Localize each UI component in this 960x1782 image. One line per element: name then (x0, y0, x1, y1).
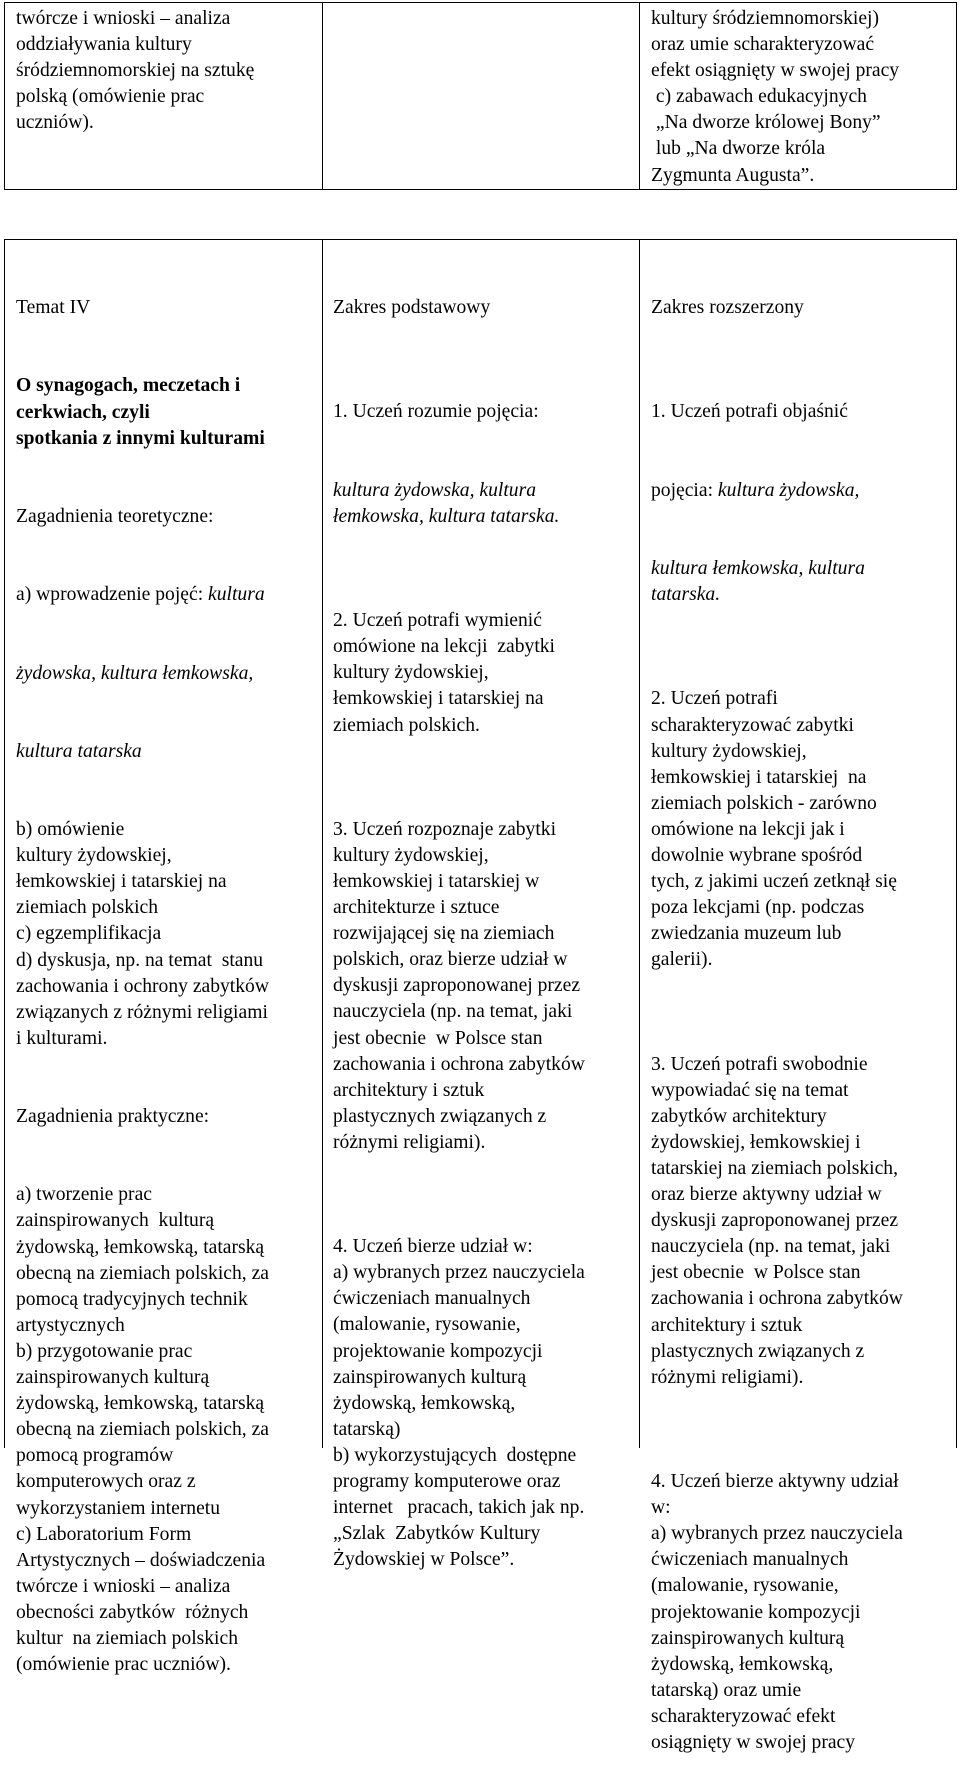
text-line: zainspirowanych kulturą (651, 1627, 845, 1649)
practice-items (16, 1182, 269, 1678)
text-line: tatarskiej na ziemiach polskich, (651, 1158, 899, 1179)
text-line: lub „Na dworze króla (651, 138, 826, 160)
text-line: jest obecnie w Polsce stan (651, 1262, 861, 1284)
text-line: plastycznych związanych z (333, 1105, 547, 1127)
top-table-divider-2 (639, 2, 640, 190)
text-line: śródziemnomorskiej na sztukę (16, 60, 255, 82)
text-line: w: (651, 1497, 671, 1519)
text-line: c) zabawach edukacyjnych (651, 86, 867, 108)
text-line: ziemiach polskich (16, 897, 159, 919)
text-line: Zygmunta Augusta”. (651, 164, 815, 186)
text-line: polskich, oraz bierze udział w (333, 949, 568, 971)
text-line: uczniów). (16, 112, 94, 134)
main-table-divider-1 (322, 239, 323, 1448)
text-line: żydowską, łemkowską, tatarską (16, 1393, 265, 1415)
text-line: architektury i sztuk (651, 1314, 803, 1336)
title-line: cerkwiach, czyli (16, 401, 150, 423)
title-line: spotkania z innymi kulturami (16, 427, 265, 449)
text-line: 3. Uczeń rozpoznaje zabytki (333, 818, 557, 840)
basic-req-1-terms (333, 478, 585, 530)
extended-scope-header: Zakres rozszerzony (651, 297, 804, 319)
text-line: zainspirowanych kulturą (16, 1367, 210, 1389)
text-line: b) przygotowanie prac (16, 1340, 193, 1362)
text-line: kultur na ziemiach polskich (16, 1627, 238, 1649)
text-line: komputerowych oraz z (16, 1471, 196, 1493)
text-line: łemkowskiej i tatarskiej na (333, 688, 544, 710)
basic-req-4 (333, 1234, 585, 1573)
basic-req-2 (333, 608, 585, 738)
text-line: żydowską, łemkowską, tatarską (16, 1236, 265, 1258)
text-line: obecną na ziemiach polskich, za (16, 1262, 269, 1284)
text-line: żydowską, łemkowską, (333, 1392, 516, 1414)
text-line: oraz umie scharakteryzować (651, 34, 875, 56)
extended-req-3 (651, 1052, 903, 1391)
theory-heading: Zagadnienia teoretyczne: (16, 505, 214, 527)
text-line: zabytków architektury (651, 1105, 827, 1127)
top-cell-col1 (16, 6, 254, 136)
text-line: łemkowskiej i tatarskiej na (16, 871, 227, 893)
text-line: ćwiczeniach manualnych (333, 1288, 531, 1310)
basic-req-3 (333, 817, 585, 1156)
text-line: tych, z jakimi uczeń zetknął się (651, 871, 897, 893)
text-line: i kulturami. (16, 1027, 108, 1049)
text-line: 2. Uczeń potrafi (651, 688, 778, 710)
text-line: rozwijającej się na ziemiach (333, 923, 555, 945)
text-line: kultury żydowskiej, (333, 662, 489, 684)
text-line: zainspirowanych kulturą (16, 1210, 215, 1232)
text-line: pomocą tradycyjnych technik (16, 1288, 248, 1310)
text-line: dowolnie wybrane spośród (651, 844, 863, 866)
text-line: artystycznych (16, 1314, 125, 1336)
extended-req-4 (651, 1469, 903, 1756)
text-line: Żydowskiej w Polsce”. (333, 1549, 515, 1571)
text-line: polską (omówienie prac (16, 86, 205, 108)
text-line: internet pracach, takich jak np. (333, 1497, 585, 1519)
text-line: (malowanie, rysowanie, (651, 1575, 839, 1597)
top-cell-col3 (651, 6, 899, 189)
text-line: galerii). (651, 949, 713, 971)
extended-req-2 (651, 686, 903, 973)
text-line: programy komputerowe oraz (333, 1471, 561, 1493)
text-line: tatarską) (333, 1418, 401, 1440)
text-line: b) omówienie (16, 819, 125, 841)
text-line: zainspirowanych kulturą (333, 1366, 527, 1388)
text-line: zachowania i ochrona zabytków (651, 1288, 903, 1310)
practice-heading: Zagadnienia praktyczne: (16, 1106, 210, 1128)
text-line: (malowanie, rysowanie, (333, 1314, 521, 1336)
main-table-divider-2 (639, 239, 640, 1448)
text-line: d) dyskusja, np. na temat stanu (16, 949, 264, 971)
text-line: architekturze i sztuce (333, 897, 500, 919)
text-line: łemkowskiej i tatarskiej na (651, 766, 867, 788)
text-line: plastycznych związanych z (651, 1340, 865, 1362)
text-line: żydowskiej, łemkowskiej i (651, 1131, 861, 1153)
text-line: wykorzystaniem internetu (16, 1497, 221, 1519)
theory-item-a: a) wprowadzenie pojęć: kultura (16, 584, 265, 606)
term-line: kultura łemkowska, kultura (651, 558, 865, 580)
text-line: scharakteryzować efekt (651, 1705, 836, 1727)
text-line: żydowską, łemkowską, (651, 1653, 834, 1675)
basic-req-1: 1. Uczeń rozumie pojęcia: (333, 401, 539, 423)
text-line: scharakteryzować zabytki (651, 714, 854, 736)
text-line: twórcze i wnioski – analiza (16, 8, 231, 29)
text-line: wypowiadać się na temat (651, 1079, 849, 1101)
text-line: a) wybranych przez nauczyciela (333, 1262, 585, 1284)
text-line: b) wykorzystujących dostępne (333, 1444, 577, 1466)
topic-column (16, 243, 269, 1704)
text-line: dyskusji zaproponowanej przez (651, 1210, 899, 1232)
topic-label: Temat IV (16, 297, 91, 319)
text-line: osiągnięty w swojej pracy (651, 1731, 856, 1753)
text-line: różnymi religiami). (651, 1366, 804, 1388)
text-line: kultury śródziemnomorskiej) (651, 8, 880, 29)
text-line: łemkowskiej i tatarskiej w (333, 870, 540, 892)
text-line: jest obecnie w Polsce stan (333, 1027, 543, 1049)
text-line: c) Laboratorium Form (16, 1523, 192, 1545)
text-line: ziemiach polskich. (333, 714, 480, 736)
text-line: ćwiczeniach manualnych (651, 1549, 849, 1571)
text-line: pomocą programów (16, 1445, 174, 1467)
text-line: oraz bierze aktywny udział w (651, 1184, 882, 1206)
theory-item-a-cont-2: kultura tatarska (16, 740, 142, 762)
text-line: zachowania i ochrony zabytków (16, 975, 269, 997)
text-line: twórcze i wnioski – analiza (16, 1575, 231, 1597)
extended-req-1: 1. Uczeń potrafi objaśnić (651, 401, 848, 423)
extended-req-1-line2: pojęcia: kultura żydowska, (651, 479, 860, 501)
text-line: architektury i sztuk (333, 1079, 485, 1101)
text-line: poza lekcjami (np. podczas (651, 897, 865, 919)
text-line: związanych z różnymi religiami (16, 1001, 268, 1023)
text-line: obecną na ziemiach polskich, za (16, 1419, 269, 1441)
text-line: efekt osiągnięty w swojej pracy (651, 60, 900, 82)
text-line: 4. Uczeń bierze udział w: (333, 1236, 533, 1258)
text-line: „Na dworze królowej Bony” (651, 112, 881, 134)
theory-item-a-cont-1: żydowska, kultura łemkowska, (16, 662, 254, 684)
text-line: oddziaływania kultury (16, 34, 192, 56)
text-line: kultury żydowskiej, (16, 845, 172, 867)
text-line: „Szlak Zabytków Kultury (333, 1523, 541, 1545)
text-line: projektowanie kompozycji (333, 1340, 543, 1362)
text-line: zachowania i ochrona zabytków (333, 1053, 585, 1075)
top-table-divider-1 (322, 2, 323, 190)
text-line: tatarską) oraz umie (651, 1679, 802, 1701)
text-line: obecności zabytków różnych (16, 1601, 249, 1623)
term-line: kultura żydowska, kultura (333, 479, 536, 501)
text-line: nauczyciela (np. na temat, jaki (651, 1236, 891, 1258)
title-line: O synagogach, meczetach i (16, 375, 241, 397)
text-line: a) wybranych przez nauczyciela (651, 1523, 903, 1545)
term-line: tatarska. (651, 584, 721, 606)
text-line: kultury żydowskiej, (651, 740, 807, 762)
text-line: zwiedzania muzeum lub (651, 923, 842, 945)
theory-items (16, 817, 269, 1052)
text-line: 2. Uczeń potrafi wymienić (333, 610, 542, 632)
text-line: 3. Uczeń potrafi swobodnie (651, 1053, 868, 1075)
text-line: 4. Uczeń bierze aktywny udział (651, 1471, 899, 1493)
extended-req-1-terms (651, 556, 903, 608)
text-line: projektowanie kompozycji (651, 1601, 861, 1623)
text-line: kultury żydowskiej, (333, 844, 489, 866)
extended-scope-column (651, 243, 903, 1782)
term-line: łemkowska, kultura tatarska. (333, 505, 560, 527)
text-line: omówione na lekcji jak i (651, 818, 845, 840)
text-line: a) tworzenie prac (16, 1184, 152, 1206)
text-line: c) egzemplifikacja (16, 923, 162, 945)
text-line: nauczyciela (np. na temat, jaki (333, 1001, 573, 1023)
topic-title (16, 373, 269, 451)
basic-scope-column (333, 243, 585, 1600)
text-line: Artystycznych – doświadczenia (16, 1549, 266, 1571)
text-line: omówione na lekcji zabytki (333, 636, 555, 658)
text-line: różnymi religiami). (333, 1131, 486, 1153)
text-line: ziemiach polskich - zarówno (651, 792, 877, 814)
basic-scope-header: Zakres podstawowy (333, 297, 491, 319)
text-line: dyskusji zaproponowanej przez (333, 975, 581, 997)
text-line: (omówienie prac uczniów). (16, 1654, 231, 1676)
